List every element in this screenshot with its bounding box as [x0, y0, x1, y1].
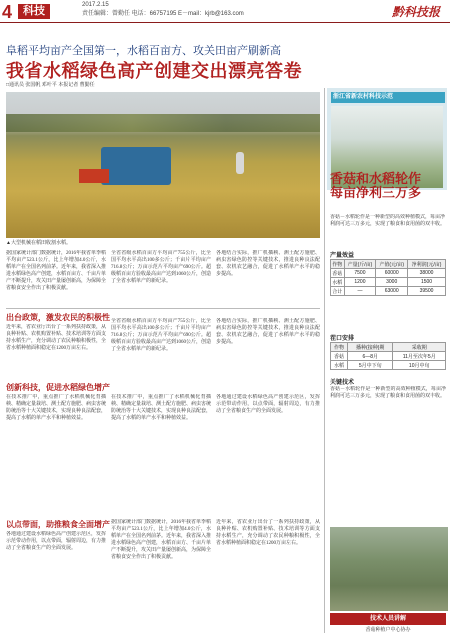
- table-row: [331, 352, 446, 361]
- subhead-policy: 出台政策，激发农民的积极性: [6, 313, 110, 322]
- editor-contact: 责任编辑：曾勤任 电话：66757195 E－mail：kjrb@163.com: [82, 11, 244, 17]
- table-header: 作物: [332, 261, 343, 268]
- table-cell: 38000: [408, 269, 446, 278]
- article-headline: 我省水稻绿色高产创建交出漂亮答卷: [6, 61, 302, 81]
- table-row: [331, 287, 446, 296]
- table-header: 净利润(元/亩): [408, 260, 446, 269]
- table-header-row: [331, 343, 446, 352]
- tree-line: [6, 114, 320, 132]
- table1-title: 产量效益: [330, 253, 355, 259]
- table-header: 作物: [331, 343, 348, 352]
- col2-continued: 全省省级水稻百亩方平均亩产755公斤，比全国平均水平高出100多公斤；千亩片平均亩产716.8公斤；万亩示范片平均亩产690公斤。超级稻百亩方验收最高亩产达到1060公斤，创造了全省水稻单产的新纪录。: [111, 319, 211, 352]
- table-cell: 1200: [344, 278, 376, 287]
- harvest-photo: [6, 92, 320, 238]
- sidebar-headline-2: 每亩净利三万多: [330, 185, 422, 200]
- photo-caption: ▲大型机械在稻田收割水稻。: [6, 240, 71, 246]
- demo-body-col2: 据国家统计部门数据统计，2016年我省单季稻平均亩产523.1公斤，比上年增加4.0公斤，水稻单产在全国名列前茅。近年来，我省深入推进水稻绿色高产创建，水稻百亩方、千亩片单产不断提升，攻关田产量屡创新高，为保障全省粮食安全作出了积极贡献。: [111, 520, 211, 560]
- table-cell: 39500: [408, 287, 446, 296]
- table-header: 产量(斤/亩): [344, 260, 376, 269]
- sidebar-headline-1: 香菇和水稻轮作: [330, 171, 422, 186]
- sidebar-footer-credit: 香菇种植户中心协办: [365, 627, 411, 633]
- divider: [6, 308, 320, 309]
- table-cell: 5月中下旬: [348, 361, 393, 370]
- table-cell: 香菇: [332, 270, 343, 277]
- issue-date: 2017.2.15: [82, 2, 109, 8]
- page-number: 4: [2, 2, 13, 22]
- column-divider: [324, 88, 325, 633]
- sidebar-footer-banner: 技术人员讲解: [330, 613, 446, 625]
- table-header: 产值(元/亩): [376, 260, 408, 269]
- tips-body: 香菇－水稻轮作是一种新型的高效种植模式，每亩净利润可达三万多元，实现了粮食和食用菌的双丰收。: [330, 387, 446, 399]
- demo-body-col3: 近年来，省农业厅出台了一系列扶持政策，从良种补贴、农机购置补贴、技术培训等方面支持水稻生产，充分调动了农民种粮积极性，全省水稻种植面积稳定在1200万亩左右。: [216, 520, 320, 546]
- table-cell: 60000: [376, 269, 408, 278]
- table-row: [331, 269, 446, 278]
- table-cell: 水稻: [331, 361, 348, 370]
- col3-paragraph: 各地结合实际，推广机插秧、测土配方施肥、病虫害绿色防控等关键技术，推进良种良法配套、农机农艺融合，促进了水稻单产水平的稳步提高。: [216, 251, 320, 277]
- table-cell: 1500: [408, 278, 446, 287]
- table-cell: 63000: [376, 287, 408, 296]
- table-cell: —: [344, 287, 376, 296]
- table-cell: 香菇: [331, 352, 348, 361]
- subhead-demo: 以点带面，助推粮食全面增产: [6, 520, 110, 529]
- tips-title: 关键技术: [330, 380, 355, 386]
- table-cell: 7500: [344, 269, 376, 278]
- col2-paragraph: 全省省级水稻百亩方平均亩产755公斤，比全国平均水平高出100多公斤；千亩片平均亩产716.8公斤；万亩示范片平均亩产690公斤。超级稻百亩方验收最高亩产达到1060公斤，创造了全省水稻单产的新纪录。: [111, 251, 211, 284]
- table2-title: 茬口安排: [330, 336, 355, 342]
- paper-name: 黔科技报: [391, 5, 440, 19]
- table-cell: 11月至次年5月: [393, 352, 446, 361]
- subhead-tech: 创新科技，促进水稻绿色增产: [6, 383, 110, 392]
- schedule-table: [330, 342, 446, 370]
- col3-continued: 各地结合实际，推广机插秧、测土配方施肥、病虫害绿色防控等关键技术，推进良种良法配套、农机农艺融合，促进了水稻单产水平的稳步提高。: [216, 319, 320, 345]
- sidebar-body: 香菇－水稻轮作是一种新型的高效种植模式，每亩净利润可达三万多元，实现了粮食和食用菌的双丰收。: [330, 215, 446, 227]
- table-cell: 合计: [332, 288, 343, 295]
- demo-body: 各地通过建设水稻绿色高产创建示范区，发挥示范带动作用，以点带面，辐射周边，有力推动了全省粮食生产的全面发展。: [6, 532, 106, 551]
- table-cell: 10月中旬: [393, 361, 446, 370]
- table-header-row: [331, 260, 446, 269]
- masthead: [0, 0, 450, 23]
- article-byline: □通讯员 张国帆 邓叶平 本报记者 曹勤任: [6, 82, 95, 88]
- harvester-machine: [101, 147, 171, 185]
- tech-body-col2: 在技术推广中，重点推广了水稻机械化育插秧、精确定量栽培、测土配方施肥、病虫害统防统治等十大关键技术，实现良种良法配套，提高了水稻的单产水平和种植效益。: [111, 395, 211, 421]
- masthead-meta: [82, 1, 244, 19]
- tech-body: 在技术推广中，重点推广了水稻机械化育插秧、精确定量栽培、测土配方施肥、病虫害统防统治等十大关键技术，实现良种良法配套，提高了水稻的单产水平和种植效益。: [6, 395, 106, 421]
- sidebar-photo: [330, 527, 448, 611]
- table-row: [331, 278, 446, 287]
- yield-table: [330, 259, 446, 296]
- table-header: 采收期: [393, 343, 446, 352]
- sidebar-box-title: 浙江省新农村科技示范: [331, 92, 445, 103]
- farmer-figure: [236, 152, 244, 174]
- table-header: 播种(接种)期: [348, 343, 393, 352]
- intro-paragraph: 据国家统计部门数据统计，2016年我省单季稻平均亩产523.1公斤，比上年增加4.0公斤，水稻单产在全国名列前茅。近年来，我省深入推进水稻绿色高产创建，水稻百亩方、千亩片单产不断提升，攻关田产量屡创新高，为保障全省粮食安全作出了积极贡献。: [6, 251, 106, 291]
- table-cell: 水稻: [332, 279, 343, 286]
- table-row: [331, 361, 446, 370]
- section-badge: 科技: [18, 4, 50, 19]
- table-cell: 6—8月: [348, 352, 393, 361]
- table-cell: 3000: [376, 278, 408, 287]
- article-kicker: 阜稻平均亩产全国第一，水稻百亩方、攻关田亩产刷新高: [6, 45, 281, 57]
- policy-body: 近年来，省农业厅出台了一系列扶持政策，从良种补贴、农机购置补贴、技术培训等方面支持水稻生产，充分调动了农民种粮积极性，全省水稻种植面积稳定在1200万亩左右。: [6, 325, 106, 351]
- tech-body-col3: 各地通过建设水稻绿色高产创建示范区，发挥示范带动作用，以点带面，辐射周边，有力推动了全省粮食生产的全面发展。: [216, 395, 320, 414]
